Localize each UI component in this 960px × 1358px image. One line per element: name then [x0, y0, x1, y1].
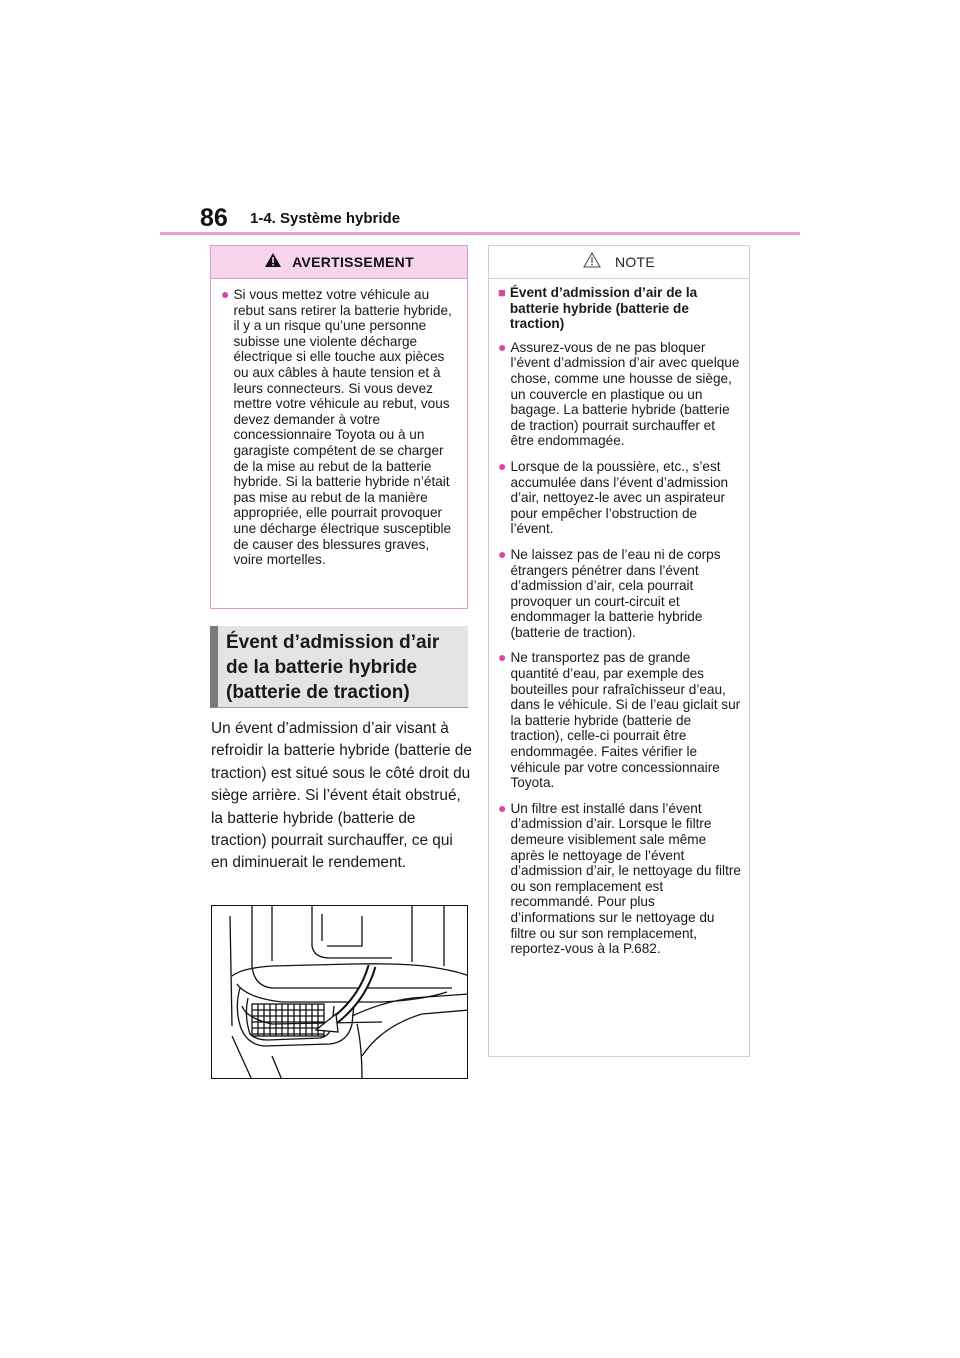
body-paragraph: Un évent d’admission d’air visant à refroidir la batterie hybride (batterie de traction) est situé sous le côté droit du siège arrière. Si l’évent était obstrué, la batterie hybride (batterie de traction) pourrait surchauffer, ce qui en diminuerait le rendement. — [211, 720, 472, 872]
note-title: NOTE — [614, 254, 656, 270]
note-box — [488, 245, 750, 1057]
warning-text: Si vous mettez votre véhicule au rebut sans retirer la batterie hybride, il y a un risque qu’une personne subisse une violente décharge électrique si elle touche aux pièces ou aux câbles à haute tension et à leurs connecteurs. Si vous devez mettre votre véhicule au rebut, vous devez demander à votre concessionnaire Toyota ou à un garagiste compétent de se charger de la mise au rebut de la batterie hybride. Si la batterie hybride n’était pas mise au rebut de la manière appropriée, elle pourrait provoquer une décharge électrique susceptible de causer des blessures graves, voire mortelles. — [233, 287, 452, 568]
section-title: 1-4. Système hybride — [250, 210, 401, 227]
warning-title: AVERTISSEMENT — [292, 254, 414, 270]
note-header — [489, 246, 749, 279]
bullet-icon: ● — [498, 649, 507, 666]
bullet-icon: ● — [498, 799, 507, 816]
bullet-icon: ● — [498, 457, 507, 474]
bullet-icon: ● — [221, 286, 230, 302]
warning-triangle-icon — [264, 252, 282, 273]
note-item — [498, 340, 741, 449]
note-item-text: Un filtre est installé dans l’évent d’admission d’air. Lorsque le filtre demeure visiblement sale même après le nettoyage de l’évent d’admission d’air, le nettoyage du filtre ou son remplacement est recommandé. Pour plus d’informations sur le nettoyage du filtre ou sur son remplacement, reportez-vous à la P.682. — [510, 800, 741, 957]
illustration-rear-seat-vent — [211, 905, 468, 1079]
note-item-text: Assurez-vous de ne pas bloquer l’évent d’admission d’air avec quelque chose, comme une housse de siège, un couvercle en plastique ou un bagage. La batterie hybride (batterie de traction) pourrait surchauffer et être endommagée. — [510, 339, 740, 449]
note-item — [498, 650, 741, 790]
section-heading-block — [210, 626, 468, 708]
bullet-icon: ● — [498, 338, 507, 355]
warning-box — [210, 245, 468, 609]
note-item-text: Lorsque de la poussière, etc., s’est accumulée dans l’évent d’admission d’air, nettoyez-le avec un aspirateur pour empêcher l’obstruction de l’évent. — [510, 458, 729, 537]
section-heading: Évent d’admission d’air de la batterie hybride (batterie de traction) — [226, 632, 440, 703]
note-subheading — [498, 285, 741, 332]
note-item — [498, 547, 741, 641]
page-number: 86 — [200, 204, 228, 232]
caution-triangle-icon — [583, 252, 601, 273]
note-item — [498, 459, 741, 537]
warning-item — [221, 287, 459, 568]
bullet-icon: ● — [498, 545, 507, 562]
header-rule — [160, 232, 800, 235]
note-item-text: Ne laissez pas de l’eau ni de corps étrangers pénétrer dans l’évent d’admission d’air, cela pourrait provoquer un court-circuit et endommager la batterie hybride (batterie de traction). — [510, 546, 721, 640]
note-item-text: Ne transportez pas de grande quantité d’eau, par exemple des bouteilles pour rafraîchisseur d’eau, dans le véhicule. Si de l’eau giclait sur la batterie hybride (batterie de traction), celle-ci pourrait être endommagée. Faites vérifier le véhicule par votre concessionnaire Toyota. — [510, 650, 741, 791]
note-item — [498, 801, 741, 957]
note-subheading-text: Évent d’admission d’air de la batterie hybride (batterie de traction) — [509, 285, 698, 332]
warning-header — [211, 246, 467, 279]
square-bullet-icon: ■ — [498, 285, 506, 300]
